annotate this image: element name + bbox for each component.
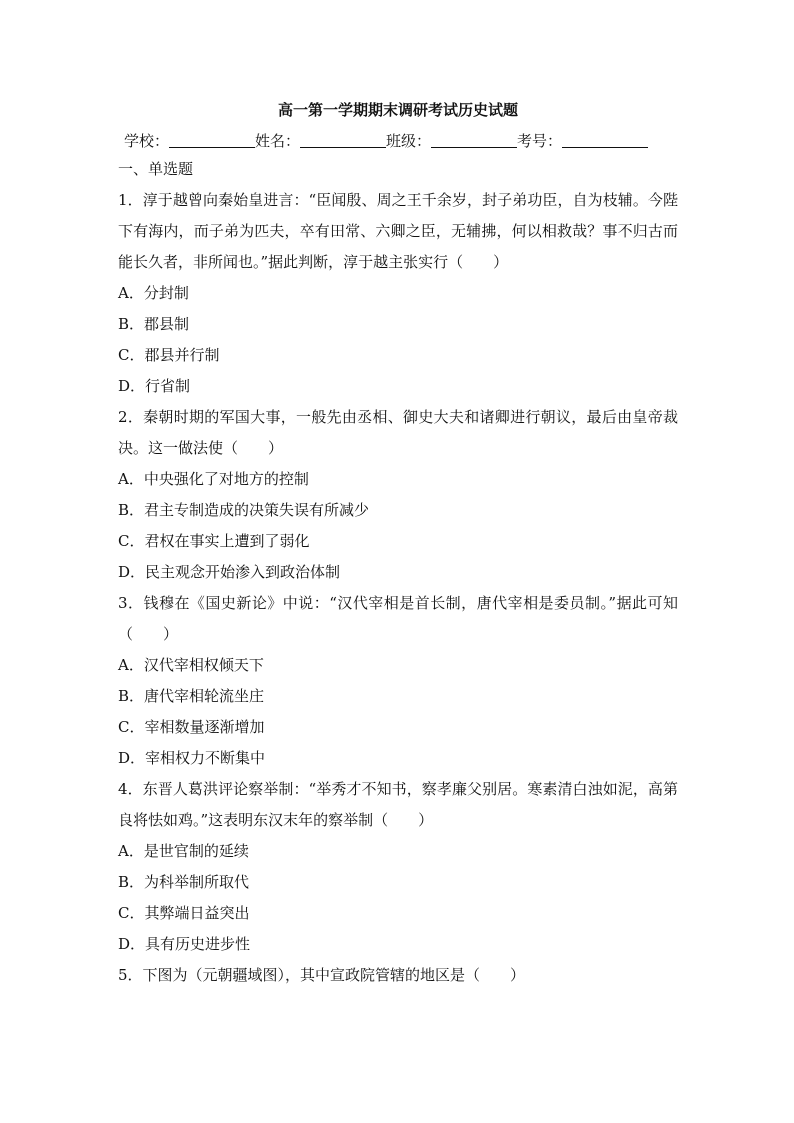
option-b: B．君主专制造成的决策失误有所减少: [118, 501, 370, 519]
exam-page: [118, 96, 678, 991]
name-blank[interactable]: [300, 129, 386, 148]
class-blank[interactable]: [431, 129, 517, 148]
option-a: A．汉代宰相权倾天下: [118, 656, 264, 674]
option-d: D．具有历史进步性: [118, 935, 251, 953]
school-blank[interactable]: [169, 129, 255, 148]
question-stem: 5．下图为（元朝疆域图），其中宣政院管辖的地区是（ ）: [118, 966, 526, 984]
question-stem: 4．东晋人葛洪评论察举制：“举秀才不知书，察孝廉父别居。寒素清白浊如泥，高第良将怯如鸡。”这表明东汉末年的察举制（ ）: [118, 780, 678, 829]
option-c: C．郡县并行制: [118, 346, 220, 364]
name-label: 姓名：: [255, 132, 301, 150]
question-5: [118, 960, 678, 991]
school-label: 学校：: [124, 132, 170, 150]
option-b: B．为科举制所取代: [118, 873, 250, 891]
option-d: D．民主观念开始渗入到政治体制: [118, 563, 341, 581]
option-c: C．宰相数量逐渐增加: [118, 718, 265, 736]
option-c: C．君权在事实上遭到了弱化: [118, 532, 310, 550]
option-a: A．分封制: [118, 284, 189, 302]
class-label: 班级：: [386, 132, 432, 150]
exam-number-blank[interactable]: [562, 129, 648, 148]
question-stem: 3．钱穆在《国史新论》中说：“汉代宰相是首长制，唐代宰相是委员制。”据此可知（ ）: [118, 594, 678, 643]
option-b: B．唐代宰相轮流坐庄: [118, 687, 265, 705]
exam-title: 高一第一学期期末调研考试历史试题: [277, 101, 518, 119]
question-4: [118, 774, 678, 960]
question-stem: 2．秦朝时期的军国大事，一般先由丞相、御史大夫和诸卿进行朝议，最后由皇帝裁决。这一做法使（ ）: [118, 408, 678, 457]
exam-number-label: 考号：: [517, 132, 563, 150]
student-info-row: [118, 128, 678, 154]
option-a: A．中央强化了对地方的控制: [118, 470, 309, 488]
question-1: [118, 185, 678, 402]
question-stem: 1．淳于越曾向秦始皇进言：“臣闻殷、周之王千余岁，封子弟功臣，自为枝辅。今陛下有海内，而子弟为匹夫，卒有田常、六卿之臣，无辅拂，何以相救哉？事不归古而能长久者，非所闻也。”据此判断，淳于越主张实行（ ）: [118, 191, 678, 271]
option-c: C．其弊端日益突出: [118, 904, 250, 922]
question-3: [118, 588, 678, 774]
option-d: D．宰相权力不断集中: [118, 749, 266, 767]
question-2: [118, 402, 678, 588]
option-a: A．是世官制的延续: [118, 842, 249, 860]
option-b: B．郡县制: [118, 315, 190, 333]
section-heading: 一、单选题: [118, 160, 194, 178]
option-d: D．行省制: [118, 377, 191, 395]
